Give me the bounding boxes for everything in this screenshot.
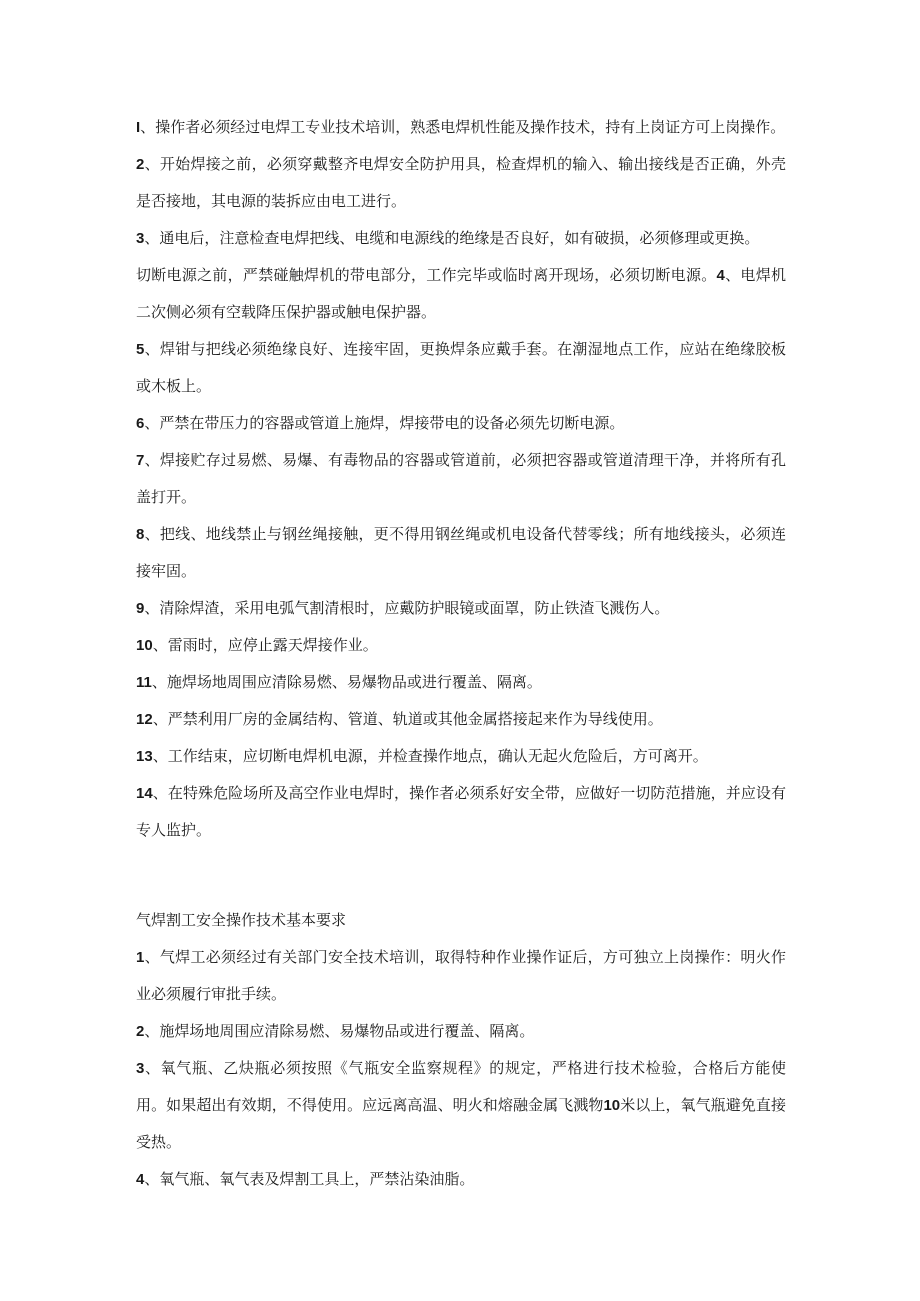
rule-text: 焊钳与把线必须绝缘良好、连接牢固，更换焊条应戴手套。在潮湿地点工作，应站在绝缘胶板或木板上。 — [136, 340, 786, 395]
rule-5: 5、焊钳与把线必须绝缘良好、连接牢固，更换焊条应戴手套。在潮湿地点工作，应站在绝缘胶板或木板上。 — [136, 340, 786, 395]
rule-10: 10、雷雨时，应停止露天焊接作业。 — [136, 636, 378, 654]
rule-text: 通电后，注意检查电焊把线、电缆和电源线的绝缘是否良好，如有破损，必须修理或更换。 — [159, 229, 760, 247]
gas-rule-3: 3、氧气瓶、乙炔瓶必须按照《气瓶安全监察规程》的规定，严格进行技术检验，合格后方能使用。如果超出有效期，不得使用。应远离高温、明火和熔融金属飞溅物10米以上，氧气瓶避免直接受热。 — [136, 1059, 786, 1151]
rule-7: 7、焊接贮存过易燃、易爆、有毒物品的容器或管道前，必须把容器或管道清理干净，并将所有孔盖打开。 — [136, 451, 786, 506]
rule-text: 清除焊渣，采用电弧气割清根时，应戴防护眼镜或面罩，防止铁渣飞溅伤人。 — [159, 599, 670, 617]
rule-number: 9 — [136, 600, 145, 617]
rule-12: 12、严禁利用厂房的金属结构、管道、轨道或其他金属搭接起来作为导线使用。 — [136, 710, 663, 728]
rule-1: I、操作者必须经过电焊工专业技术培训，熟悉电焊机性能及操作技术，持有上岗证方可上岗操作。 — [136, 118, 786, 136]
rule-text: 焊接贮存过易燃、易爆、有毒物品的容器或管道前，必须把容器或管道清理干净，并将所有孔盖打开。 — [136, 451, 786, 506]
rule-text: 米以上，氧气瓶避免直接受热。 — [136, 1096, 786, 1151]
rule-number: 4 — [136, 1171, 145, 1188]
rule-3-continued-4: 切断电源之前，严禁碰触焊机的带电部分，工作完毕或临时离开现场，必须切断电源。4、电焊机二次侧必须有空载降压保护器或触电保护器。 — [136, 266, 786, 321]
rule-text: 在特殊危险场所及高空作业电焊时，操作者必须系好安全带，应做好一切防范措施，并应设有专人监护。 — [136, 784, 786, 839]
inline-number: 10 — [603, 1097, 621, 1114]
rule-text: 工作结束，应切断电焊机电源，并检查操作地点，确认无起火危险后，方可离开。 — [167, 747, 708, 765]
rule-text: 严禁利用厂房的金属结构、管道、轨道或其他金属搭接起来作为导线使用。 — [167, 710, 663, 728]
rule-number: 7 — [136, 452, 145, 469]
rule-14: 14、在特殊危险场所及高空作业电焊时，操作者必须系好安全带，应做好一切防范措施，并应设有专人监护。 — [136, 784, 786, 839]
rule-text: 切断电源之前，严禁碰触焊机的带电部分，工作完毕或临时离开现场，必须切断电源。 — [136, 266, 717, 284]
rule-number: 13 — [136, 748, 153, 765]
rule-9: 9、清除焊渣，采用电弧气割清根时，应戴防护眼镜或面罩，防止铁渣飞溅伤人。 — [136, 599, 670, 617]
rule-number: 11 — [136, 674, 152, 691]
rule-8: 8、把线、地线禁止与钢丝绳接触，更不得用钢丝绳或机电设备代替零线；所有地线接头，必须连接牢固。 — [136, 525, 786, 580]
rule-text: 氧气瓶、乙炔瓶必须按照《气瓶安全监察规程》的规定，严格进行技术检验，合格后方能使用。如果超出有效期，不得使用。应远离高温、明火和熔融金属飞溅物 — [136, 1059, 786, 1114]
rule-text: 严禁在带压力的容器或管道上施焊，焊接带电的设备必须先切断电源。 — [159, 414, 625, 432]
rule-13: 13、工作结束，应切断电焊机电源，并检查操作地点，确认无起火危险后，方可离开。 — [136, 747, 708, 765]
rule-text: 开始焊接之前，必须穿戴整齐电焊安全防护用具，检查焊机的输入、输出接线是否正确，外壳是否接地，其电源的装拆应由电工进行。 — [136, 155, 786, 210]
rule-number: 5 — [136, 341, 145, 358]
rule-number: 3 — [136, 1060, 145, 1077]
rule-text: 施焊场地周围应清除易燃、易爆物品或进行覆盖、隔离。 — [166, 673, 542, 691]
gas-rule-1: 1、气焊工必须经过有关部门安全技术培训，取得特种作业操作证后，方可独立上岗操作：明火作业必须履行审批手续。 — [136, 948, 786, 1003]
rule-number: 2 — [136, 1023, 145, 1040]
rule-text: 把线、地线禁止与钢丝绳接触，更不得用钢丝绳或机电设备代替零线；所有地线接头，必须连接牢固。 — [136, 525, 786, 580]
rule-number: 2 — [136, 156, 145, 173]
rule-11: 11、施焊场地周围应清除易燃、易爆物品或进行覆盖、隔离。 — [136, 673, 542, 691]
rule-number: 14 — [136, 785, 153, 802]
rule-3: 3、通电后，注意检查电焊把线、电缆和电源线的绝缘是否良好，如有破损，必须修理或更换。 — [136, 229, 760, 247]
rule-number: 4 — [716, 267, 725, 284]
section-heading: 气焊割工安全操作技术基本要求 — [136, 911, 347, 929]
rule-text: 操作者必须经过电焊工专业技术培训，熟悉电焊机性能及操作技术，持有上岗证方可上岗操作。 — [155, 118, 786, 136]
rule-6: 6、严禁在带压力的容器或管道上施焊，焊接带电的设备必须先切断电源。 — [136, 414, 625, 432]
section-spacer — [136, 849, 786, 902]
rule-text: 施焊场地周围应清除易燃、易爆物品或进行覆盖、隔离。 — [159, 1022, 535, 1040]
rule-2: 2、开始焊接之前，必须穿戴整齐电焊安全防护用具，检查焊机的输入、输出接线是否正确，外壳是否接地，其电源的装拆应由电工进行。 — [136, 155, 786, 210]
rule-text: 氧气瓶、氧气表及焊割工具上，严禁沾染油脂。 — [159, 1170, 475, 1188]
rule-number: 1 — [136, 949, 145, 966]
rule-number: I — [136, 119, 141, 136]
rule-number: 12 — [136, 711, 153, 728]
gas-rule-4: 4、氧气瓶、氧气表及焊割工具上，严禁沾染油脂。 — [136, 1170, 475, 1188]
rule-text: 电焊机二次侧必须有空载降压保护器或触电保护器。 — [136, 266, 786, 321]
gas-rule-2: 2、施焊场地周围应清除易燃、易爆物品或进行覆盖、隔离。 — [136, 1022, 535, 1040]
rule-number: 10 — [136, 637, 153, 654]
rule-text: 气焊工必须经过有关部门安全技术培训，取得特种作业操作证后，方可独立上岗操作：明火作业必须履行审批手续。 — [136, 948, 786, 1003]
rule-number: 3 — [136, 230, 145, 247]
rule-text: 雷雨时，应停止露天焊接作业。 — [167, 636, 378, 654]
rule-number: 6 — [136, 415, 145, 432]
document-page — [136, 109, 786, 1198]
rule-number: 8 — [136, 526, 145, 543]
